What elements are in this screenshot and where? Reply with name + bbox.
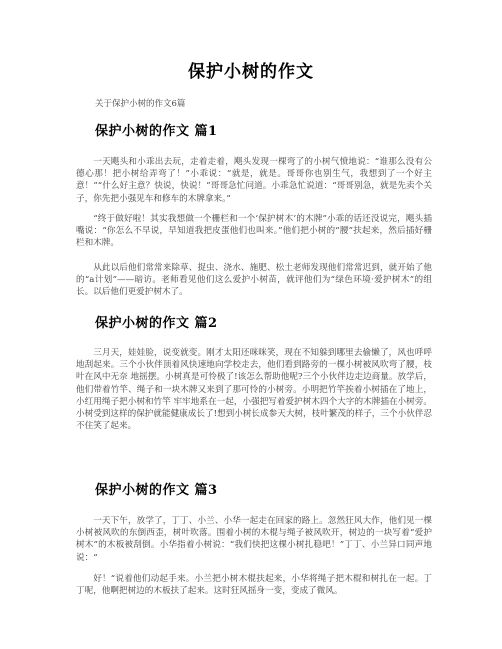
section-heading-2: 保护小树的作文 篇2 xyxy=(95,316,218,331)
paragraph: 好！“说着他们动起手来。小兰把小树木棍扶起来，小华将绳子把木棍和树扎在一起。丁丁呢，他啊把树边的木板扶了起来。这时狂风摇身一变，变成了微风。 xyxy=(76,574,432,597)
paragraph: 从此以后他们常常来除草、捉虫、浇水、施肥、松土老师发现他们常常迟到，就开始了他的“a计划”——暗访。老师看见他们这么爱护小树苗，就评他们为“绿色环境·爱护树木”的组长。以后他们更爱护树木了。 xyxy=(76,263,432,298)
paragraph: 一天飓头和小乖出去玩，走着走着，飓头发现一棵弯了的小树气愤地说：“谁那么没有公德心那！把小树给弄弯了！”小乖说：“就是，就是。哥哥你也别生气，我想到了一个好主意！”“什么好主意？快说，快说！”哥哥急忙问道。小乖急忙说道：“哥哥别急，就是先卖个关子，你先把小强见车和修车的木牌拿来。” xyxy=(76,157,432,204)
paragraph: 三月天，娃娃脸，说变就变。刚才太阳还咪咪笑，现在不知躲到哪里去偷懒了，风也呼呼地刮起来。三个小伙伴顶着风快速地向学校走去，他们看到路旁的一棵小树被风吹弯了腰，枝叶在风中无奈 地摇摆。小树真是可怜极了!该怎么帮助他呢?三个小伙伴边走边商量。放学后，他们带着竹竿、绳子和一块木牌又来到了那可怜的小树旁。小明把竹竿挨着小树插在了地上，小红用绳子把小树和竹竿 牢牢地系在一起，小强把写着爱护树木四个大字的木牌插在小树旁。小树受到这样的保护就能健康成长了!想到小树长成参天大树，枝叶繁茂的样子，三个小伙伴忍不住笑了起来。 xyxy=(76,348,432,432)
section-heading-3: 保护小树的作文 篇3 xyxy=(95,483,218,498)
paragraph: 一天下午，放学了，丁丁、小兰、小华一起走在回家的路上。忽然狂风大作，他们见一棵小树被风吹的东倒西歪，树叶吹落。围着小树的木棍与绳子被风吹开，树边的一块写着“爱护树木”的木板被刮倒。小华指着小树说：“我们快把这棵小树扎稳吧！”丁丁、小兰异口同声地说：“ xyxy=(76,516,432,563)
document-intro: 关于保护小树的作文6篇 xyxy=(95,99,186,109)
paragraph: “终于做好啦！其实我想做一个栅栏和一个‘保护树木’的木牌”小乖的话还没说完，飓头插嘴说：“你怎么不早说，早知道我把皮蛋他们也叫来。”他们把小树的“腰”扶起来，然后插好栅栏和木牌。 xyxy=(76,214,432,249)
document-title: 保护小树的作文 xyxy=(188,62,314,82)
section-heading-1: 保护小树的作文 篇1 xyxy=(95,124,218,139)
